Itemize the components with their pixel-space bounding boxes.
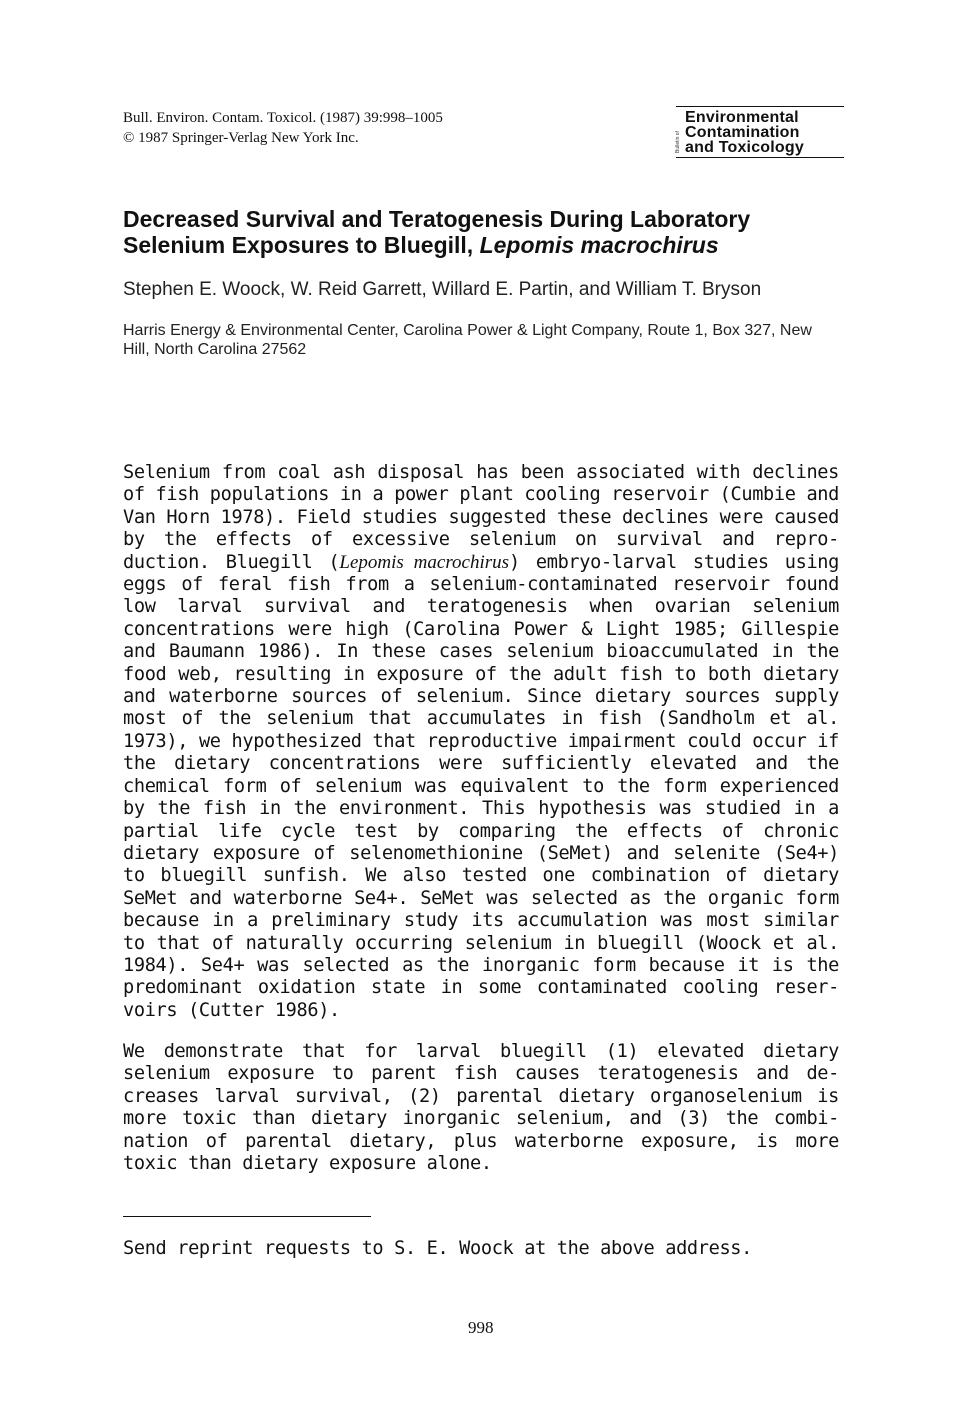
page-number: 998 — [468, 1318, 494, 1337]
citation-header — [123, 108, 443, 148]
footnote: Send reprint requests to S. E. Woock at the above address. — [123, 1238, 752, 1259]
body-paragraph-2: We demonstrate that for larval bluegill (1) elevated dietary selenium exposure to parent fish causes teratogenesis and de- creases larval survival, (2) parental dietary organoselenium is more toxic than dietary inorganic selenium, and (3) the combi- nation of parental dietary, plus waterborne exposure, is more toxic than dietary exposure alone. — [123, 1041, 839, 1175]
journal-logo-line-2: Contamination — [685, 124, 800, 141]
journal-logo — [676, 106, 844, 158]
footnote-divider — [123, 1216, 371, 1217]
affiliation: Harris Energy & Environmental Center, Carolina Power & Light Company, Route 1, Box 327, New Hill, North Carolina 27562 — [123, 322, 812, 358]
citation-line-2: © 1987 Springer-Verlag New York Inc. — [123, 130, 359, 146]
title-species: Lepomis macrochirus — [479, 232, 719, 258]
citation-line-1: Bull. Environ. Contam. Toxicol. (1987) 39:998–1005 — [123, 110, 443, 126]
title-line-1: Decreased Survival and Teratogenesis During Laboratory — [123, 206, 751, 232]
para1-text-a: Selenium from coal ash disposal has been associated with declines of fish populations in a power plant cooling reservoir (Cumbie and Van Horn 1978). Field studies suggested these declines were caused by the effects of excessive selenium on survival and repro- duction. Bluegill ( — [123, 462, 839, 573]
journal-logo-side-text: Bulletin of — [675, 131, 681, 153]
authors: Stephen E. Woock, W. Reid Garrett, Willard E. Partin, and William T. Bryson — [123, 279, 762, 300]
body-paragraph-1 — [123, 462, 839, 1022]
para1-text-b: ) embryo-larval studies using eggs of feral fish from a selenium-contaminated reservoir found low larval survival and teratogenesis when ovarian selenium concentrations were high (Carolina Power & Light 1985; Gillespie and Baumann 1986). In these cases selenium bioaccumulated in the food web, resulting in exposure of the adult fish to both dietary and waterborne sources of selenium. Since dietary sources supply most of the selenium that accumulates in fish (Sandholm et al. 1973), we hypothesized that reproductive impairment could occur if the dietary concentrations were sufficiently elevated and the chemical form of selenium was equivalent to the form experienced by the fish in the environment. This hypothesis was studied in a partial life cycle test by comparing the effects of chronic dietary exposure of selenomethionine (SeMet) and selenite (Se4+) to bluegill sunfish. We also tested one combination of dietary SeMet and waterborne Se4+. SeMet was selected as the organic form because in a preliminary study its accumulation was most similar to that of naturally occurring selenium in bluegill (Woock et al. 1984). Se4+ was selected as the inorganic form because it is the predominant oxidation state in some contaminated cooling reser- voirs (Cutter 1986). — [123, 551, 839, 1021]
journal-logo-line-3: and Toxicology — [685, 139, 804, 156]
title-line-2-prefix: Selenium Exposures to Bluegill, — [123, 232, 480, 258]
journal-logo-line-1: Environmental — [685, 109, 799, 126]
article-title — [123, 206, 853, 258]
para1-species: Lepomis macrochirus — [339, 551, 510, 573]
